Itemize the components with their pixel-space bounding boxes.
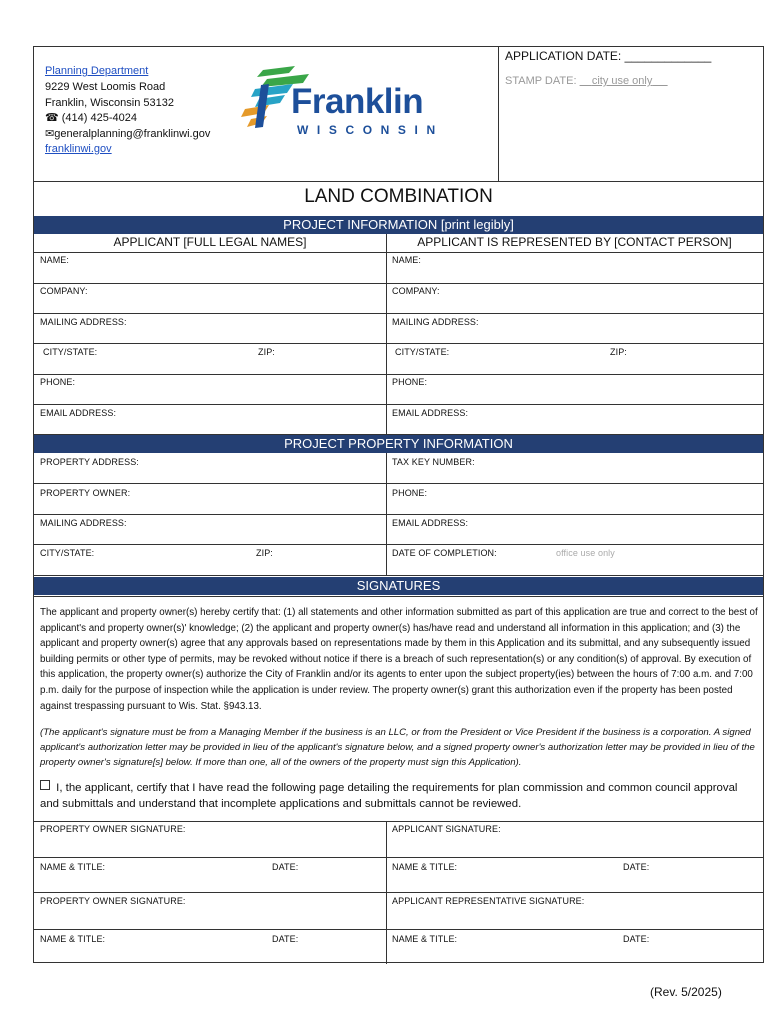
applicant-name-field[interactable]: NAME: bbox=[40, 255, 70, 265]
owner-city-state-field[interactable]: CITY/STATE: bbox=[40, 548, 95, 558]
owner-name-title-field-1[interactable]: NAME & TITLE: bbox=[40, 862, 106, 872]
representative-name-title-field[interactable]: NAME & TITLE: bbox=[392, 934, 458, 944]
logo-subtitle: WISCONSIN bbox=[297, 123, 444, 137]
phone-line bbox=[45, 111, 210, 127]
envelope-icon: ✉ bbox=[45, 127, 55, 140]
requirements-certification bbox=[40, 780, 758, 812]
rep-zip-field[interactable]: ZIP: bbox=[610, 347, 627, 357]
stamp-date-value: city use only bbox=[591, 75, 653, 87]
applicant-phone-field[interactable]: PHONE: bbox=[40, 377, 76, 387]
applicant-mailing-field[interactable]: MAILING ADDRESS: bbox=[40, 317, 127, 327]
applicant-date-field[interactable]: DATE: bbox=[623, 862, 650, 872]
tax-key-field[interactable]: TAX KEY NUMBER: bbox=[392, 457, 475, 467]
representative-header: APPLICANT IS REPRESENTED BY [CONTACT PERSON] bbox=[417, 235, 732, 249]
signatures-bar: SIGNATURES bbox=[34, 577, 763, 595]
property-information-bar: PROJECT PROPERTY INFORMATION bbox=[34, 435, 763, 453]
application-date-label: APPLICATION DATE: bbox=[505, 49, 622, 63]
rep-city-state-field[interactable]: CITY/STATE: bbox=[395, 347, 450, 357]
department-link[interactable]: Planning Department bbox=[45, 65, 149, 77]
rep-phone-field[interactable]: PHONE: bbox=[392, 377, 428, 387]
certification-checkbox-label: I, the applicant, certify that I have read the following page detailing the requirements for plan commission and common council approval and submittals and understand that incomplete applications and submittals cannot be reviewed. bbox=[40, 782, 738, 810]
franklin-logo bbox=[239, 65, 454, 137]
owner-mailing-field[interactable]: MAILING ADDRESS: bbox=[40, 518, 127, 528]
certification-checkbox[interactable] bbox=[40, 780, 50, 790]
address-line2: Franklin, Wisconsin 53132 bbox=[45, 96, 175, 109]
date-of-completion-label: DATE OF COMPLETION: bbox=[392, 548, 497, 558]
property-owner-signature-field-1[interactable]: PROPERTY OWNER SIGNATURE: bbox=[40, 824, 186, 834]
rep-email-field[interactable]: EMAIL ADDRESS: bbox=[392, 408, 469, 418]
rep-name-field[interactable]: NAME: bbox=[392, 255, 422, 265]
project-information-bar: PROJECT INFORMATION [print legibly] bbox=[34, 216, 763, 234]
phone-number: (414) 425-4024 bbox=[61, 112, 137, 124]
applicant-representative-signature-field[interactable]: APPLICANT REPRESENTATIVE SIGNATURE: bbox=[392, 896, 585, 906]
address-line1: 9229 West Loomis Road bbox=[45, 81, 166, 93]
rep-company-field[interactable]: COMPANY: bbox=[392, 286, 440, 296]
email-address: generalplanning@franklinwi.gov bbox=[54, 127, 211, 140]
phone-icon: ☎ bbox=[45, 112, 59, 124]
applicant-name-title-field[interactable]: NAME & TITLE: bbox=[392, 862, 458, 872]
application-form bbox=[33, 46, 764, 963]
application-date bbox=[505, 49, 711, 63]
revision-note: (Rev. 5/2025) bbox=[650, 985, 722, 999]
stamp-date bbox=[505, 75, 668, 87]
applicant-city-state-field[interactable]: CITY/STATE: bbox=[43, 347, 98, 357]
applicant-signature-field[interactable]: APPLICANT SIGNATURE: bbox=[392, 824, 501, 834]
applicant-email-field[interactable]: EMAIL ADDRESS: bbox=[40, 408, 117, 418]
application-date-field[interactable]: _____________ bbox=[624, 49, 712, 63]
property-owner-signature-field-2[interactable]: PROPERTY OWNER SIGNATURE: bbox=[40, 896, 186, 906]
owner-zip-field[interactable]: ZIP: bbox=[256, 548, 273, 558]
address-block bbox=[45, 80, 210, 158]
applicant-company-field[interactable]: COMPANY: bbox=[40, 286, 88, 296]
owner-name-title-field-2[interactable]: NAME & TITLE: bbox=[40, 934, 106, 944]
representative-date-field[interactable]: DATE: bbox=[623, 934, 650, 944]
owner-phone-field[interactable]: PHONE: bbox=[392, 488, 428, 498]
owner-date-field-1[interactable]: DATE: bbox=[272, 862, 299, 872]
applicant-zip-field[interactable]: ZIP: bbox=[258, 347, 275, 357]
signature-requirements-note: (The applicant's signature must be from a Managing Member if the business is an LLC, or from the President or Vice President if the business is a corporation. A signed applicant's authorization letter may be provided in lieu of the applicant's signature below, and a signed property owner's authorization letter may be provided in lieu of the property owner's signature[s] below. If more than one, all of the owners of the property must sign this Application). bbox=[40, 727, 755, 768]
stamp-date-label: STAMP DATE: bbox=[505, 75, 577, 87]
website-link[interactable]: franklinwi.gov bbox=[45, 143, 112, 155]
office-use-only-note: office use only bbox=[556, 548, 615, 558]
owner-email-field[interactable]: EMAIL ADDRESS: bbox=[392, 518, 469, 528]
rep-mailing-field[interactable]: MAILING ADDRESS: bbox=[392, 317, 479, 327]
owner-date-field-2[interactable]: DATE: bbox=[272, 934, 299, 944]
applicant-header: APPLICANT [FULL LEGAL NAMES] bbox=[113, 235, 307, 249]
form-title: LAND COMBINATION bbox=[304, 186, 493, 207]
property-owner-field[interactable]: PROPERTY OWNER: bbox=[40, 488, 131, 498]
logo-wordmark: Franklin bbox=[291, 82, 424, 121]
email-line bbox=[45, 127, 210, 143]
certification-text: The applicant and property owner(s) hereby certify that: (1) all statements and other information submitted as part of this application are true and correct to the best of applicant's and property owner(s)' knowledge; (2) the applicant and property owner(s) has/have read and understand all information in this application; and (3) the applicant and property owner(s) agree that any approvals based on representations made by them in this Application and its submittal, and any subsequently issued building permits or other type of permits, may be revoked without notice if there is a breach of such representation(s) or any condition(s) of approval. By execution of this application, the property owner(s) authorize the City of Franklin and/or its agents to enter upon the subject property(ies) between the hours of 7:00 a.m. and 7:00 p.m. daily for the purpose of inspection while the application is under review. The property owner(s) grant this authorization even if the property has been posted against trespassing pursuant to Wis. Stat. §943.13. bbox=[40, 607, 758, 712]
property-address-field[interactable]: PROPERTY ADDRESS: bbox=[40, 457, 139, 467]
